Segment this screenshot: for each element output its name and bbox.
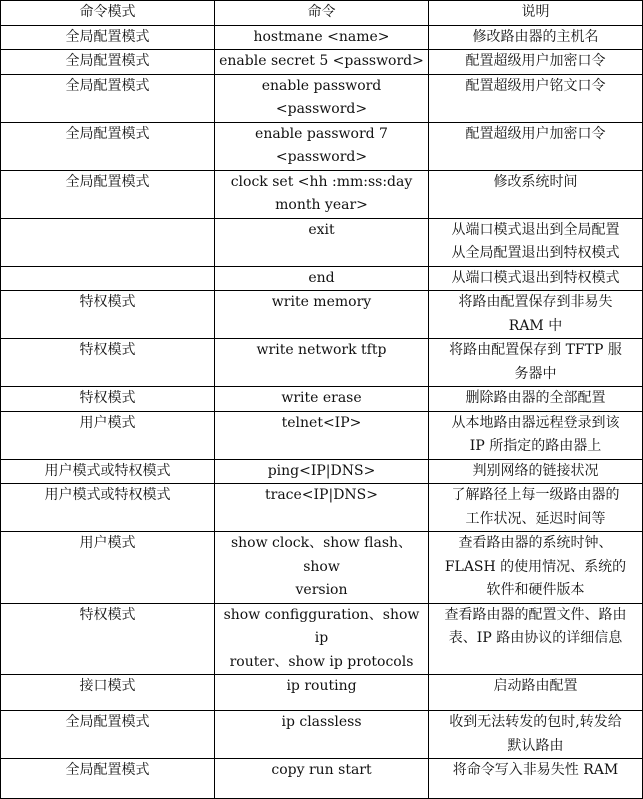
table-row — [1, 411, 643, 459]
cell-description: 修改系统时间 — [429, 170, 643, 218]
cell-command: write network tftp — [215, 339, 429, 387]
table-row — [1, 74, 643, 122]
cell-description: 从端口模式退出到全局配置 从全局配置退出到特权模式 — [429, 218, 643, 266]
cell-command: enable secret 5 <password> — [215, 50, 429, 75]
cell-description: 了解路径上每一级路由器的 工作状况、延迟时间等 — [429, 484, 643, 532]
cell-command: hostmane <name> — [215, 25, 429, 50]
cell-command: show configguration、show ip router、show ip protocols — [215, 603, 429, 675]
table-row — [1, 25, 643, 50]
cell-command: enable password <password> — [215, 74, 429, 122]
cell-description: 收到无法转发的包时,转发给 默认路由 — [429, 711, 643, 759]
cell-description: 查看路由器的配置文件、路由 表、IP 路由协议的详细信息 — [429, 603, 643, 675]
header-command: 命令 — [215, 1, 429, 26]
cell-mode: 特权模式 — [1, 603, 215, 675]
header-description: 说明 — [429, 1, 643, 26]
table-row — [1, 387, 643, 412]
cell-description: 配置超级用户铭文口令 — [429, 74, 643, 122]
table-row — [1, 532, 643, 604]
table-row — [1, 122, 643, 170]
cell-command: exit — [215, 218, 429, 266]
cell-mode: 用户模式 — [1, 532, 215, 604]
cell-mode: 全局配置模式 — [1, 74, 215, 122]
table-row — [1, 266, 643, 291]
cell-command: enable password 7 <password> — [215, 122, 429, 170]
cell-command: clock set <hh :mm:ss:day month year> — [215, 170, 429, 218]
cell-mode: 特权模式 — [1, 339, 215, 387]
table-row — [1, 711, 643, 759]
table-row — [1, 759, 643, 799]
cell-description: 将路由配置保存到 TFTP 服 务器中 — [429, 339, 643, 387]
cell-description: 将命令写入非易失性 RAM — [429, 759, 643, 799]
cell-description: 查看路由器的系统时钟、 FLASH 的使用情况、系统的 软件和硬件版本 — [429, 532, 643, 604]
cell-mode: 全局配置模式 — [1, 759, 215, 799]
cell-description: 配置超级用户加密口令 — [429, 50, 643, 75]
cell-description: 判别网络的链接状况 — [429, 459, 643, 484]
cell-mode: 接口模式 — [1, 675, 215, 711]
cell-command: write memory — [215, 291, 429, 339]
cell-mode: 全局配置模式 — [1, 170, 215, 218]
cell-command: ip routing — [215, 675, 429, 711]
cell-mode: 用户模式 — [1, 411, 215, 459]
cell-mode: 用户模式或特权模式 — [1, 459, 215, 484]
table-row — [1, 218, 643, 266]
cell-description: 从端口模式退出到特权模式 — [429, 266, 643, 291]
cell-description: 从本地路由器远程登录到该 IP 所指定的路由器上 — [429, 411, 643, 459]
header-mode: 命令模式 — [1, 1, 215, 26]
cell-mode: 特权模式 — [1, 291, 215, 339]
cell-description: 配置超级用户加密口令 — [429, 122, 643, 170]
cell-command: show clock、show flash、show version — [215, 532, 429, 604]
cell-description: 将路由配置保存到非易失 RAM 中 — [429, 291, 643, 339]
table-row — [1, 603, 643, 675]
header-row — [1, 1, 643, 26]
cell-description: 启动路由配置 — [429, 675, 643, 711]
cell-mode: 全局配置模式 — [1, 25, 215, 50]
cell-command: end — [215, 266, 429, 291]
cell-mode — [1, 218, 215, 266]
cell-command: ip classless — [215, 711, 429, 759]
table-row — [1, 675, 643, 711]
table-row — [1, 459, 643, 484]
cell-mode: 用户模式或特权模式 — [1, 484, 215, 532]
table-row — [1, 170, 643, 218]
cell-mode: 全局配置模式 — [1, 711, 215, 759]
cell-mode: 全局配置模式 — [1, 50, 215, 75]
cell-command: telnet<IP> — [215, 411, 429, 459]
cell-command: ping<IP|DNS> — [215, 459, 429, 484]
table-row — [1, 339, 643, 387]
cell-command: copy run start — [215, 759, 429, 799]
cell-description: 修改路由器的主机名 — [429, 25, 643, 50]
cell-command: write erase — [215, 387, 429, 412]
cell-mode: 特权模式 — [1, 387, 215, 412]
table-row — [1, 484, 643, 532]
table-row — [1, 291, 643, 339]
cell-description: 删除路由器的全部配置 — [429, 387, 643, 412]
cell-command: trace<IP|DNS> — [215, 484, 429, 532]
table-row — [1, 50, 643, 75]
cell-mode: 全局配置模式 — [1, 122, 215, 170]
cell-mode — [1, 266, 215, 291]
